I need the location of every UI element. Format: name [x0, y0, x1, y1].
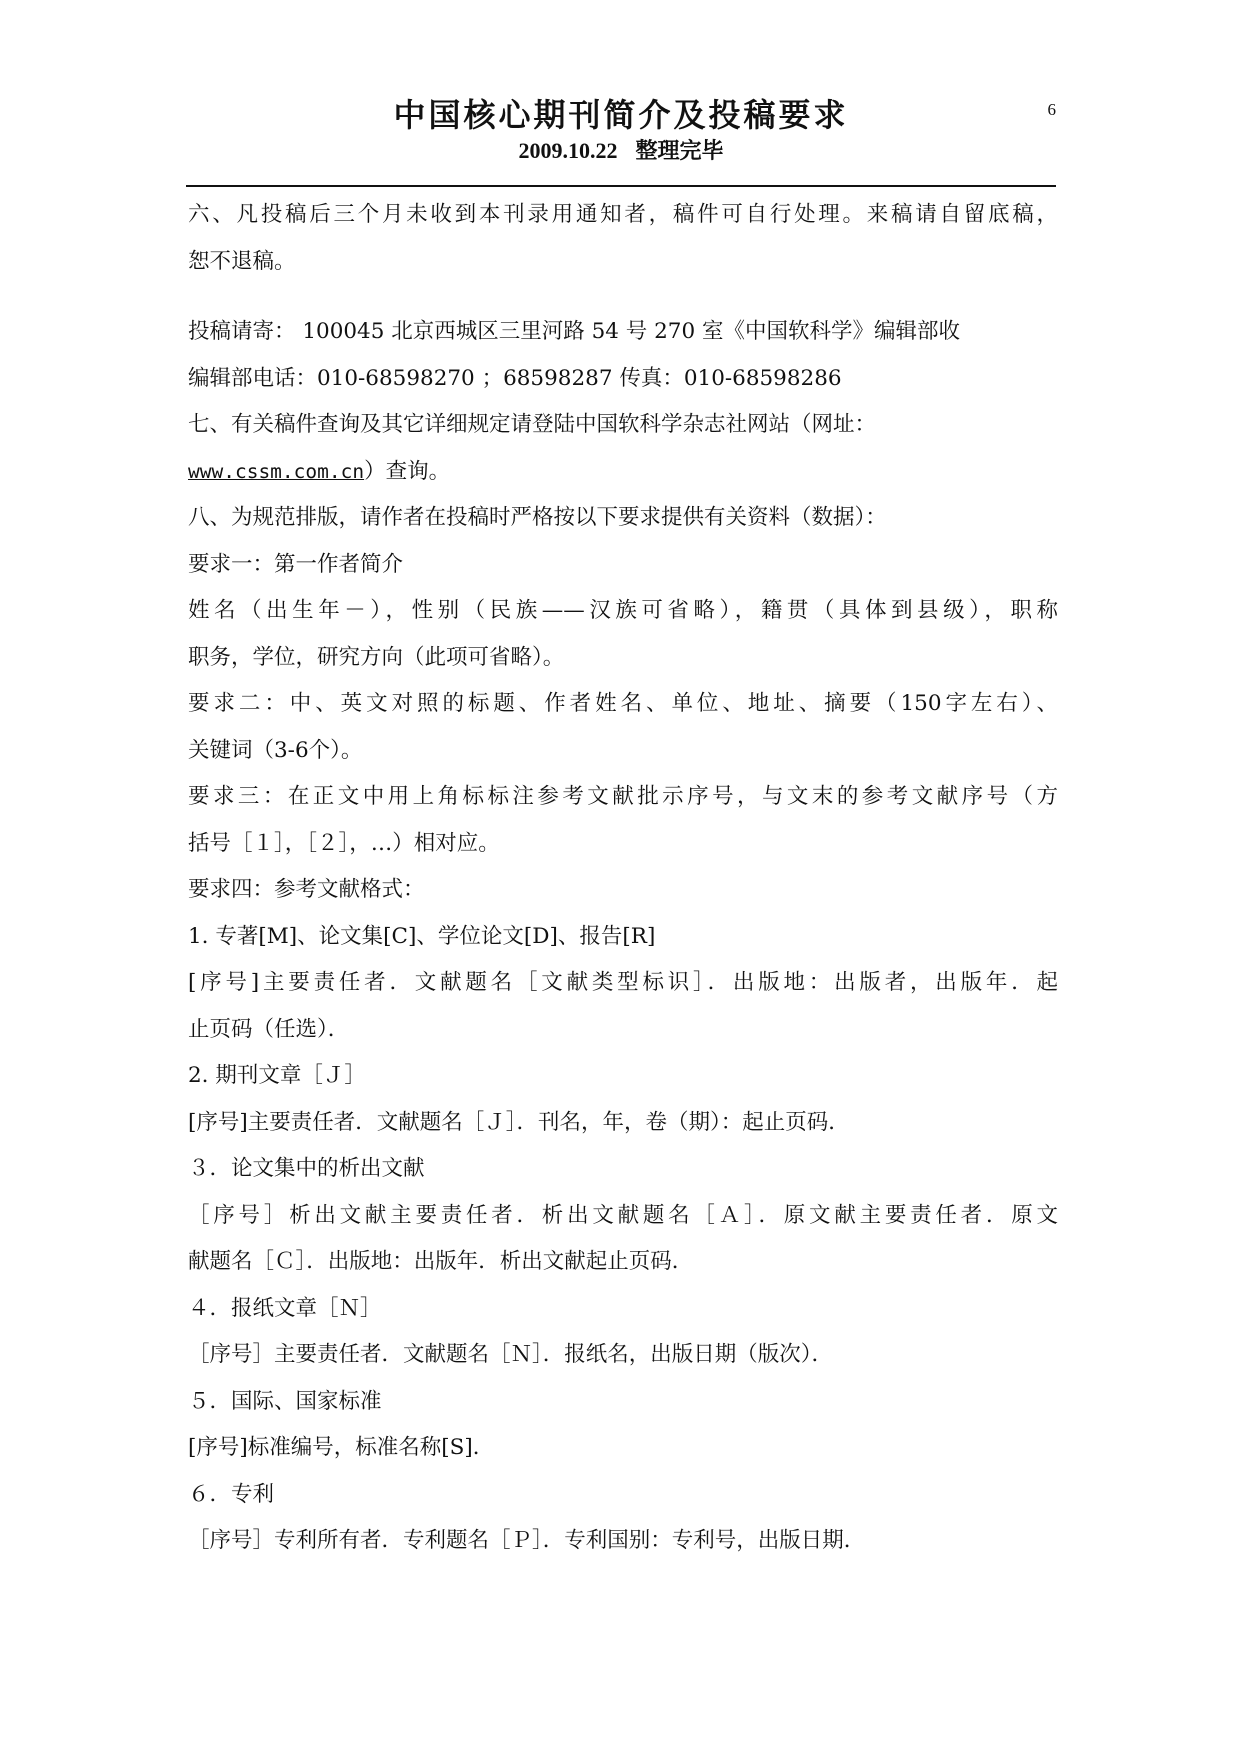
reference-type-3-line-1: ［序号］析出文献主要责任者．析出文献题名［Ａ］．原文献主要责任者．原文	[188, 1202, 1058, 1228]
reference-type-6-title: ６．专利	[188, 1481, 275, 1507]
reference-type-2-line-1: [序号]主要责任者．文献题名［Ｊ］．刊名，年，卷（期）：起止页码．	[188, 1109, 850, 1135]
reference-type-1-line-1: [序号]主要责任者．文献题名［文献类型标识］．出版地：出版者，出版年．起	[188, 970, 1058, 995]
page-number: 6	[1047, 100, 1056, 119]
website-link[interactable]: www.cssm.com.cn	[188, 459, 365, 483]
document-body	[188, 192, 1058, 1565]
editorial-phone: 编辑部电话：010-68598270 ；68598287 传真：010-68598286	[188, 365, 842, 391]
paragraph-7-line-1: 七、有关稿件查询及其它详细规定请登陆中国软科学杂志社网站（网址：	[188, 412, 877, 437]
paragraph-7-line-2	[188, 449, 1058, 496]
requirement-4-title: 要求四：参考文献格式：	[188, 877, 425, 902]
submission-address: 投稿请寄： 100045 北京西城区三里河路 54 号 270 室《中国软科学》编辑部收	[188, 319, 960, 344]
paragraph-8: 八、为规范排版，请作者在投稿时严格按以下要求提供有关资料（数据）：	[188, 505, 887, 530]
reference-type-1-title: 1. 专著[M]、论文集[C]、学位论文[D]、报告[R]	[188, 923, 656, 949]
document-title: 中国核心期刊简介及投稿要求	[393, 96, 849, 134]
reference-type-5-title: ５．国际、国家标准	[188, 1388, 382, 1414]
reference-type-3-line-2: 献题名［Ｃ］．出版地：出版年．析出文献起止页码．	[188, 1249, 694, 1274]
header-divider	[186, 185, 1056, 187]
page-header	[186, 84, 1056, 188]
requirement-1-title: 要求一：第一作者简介	[188, 551, 404, 577]
compile-date: 2009.10.22	[518, 138, 618, 163]
compile-status: 整理完毕	[635, 138, 724, 164]
reference-type-5-line-1: [序号]标准编号，标准名称[S]．	[188, 1435, 495, 1460]
document-subtitle	[186, 134, 1056, 165]
reference-type-2-title: 2. 期刊文章［Ｊ］	[188, 1063, 366, 1088]
reference-type-3-title: ３．论文集中的析出文献	[188, 1156, 425, 1181]
requirement-3-line-2: 括号［１］，［２］，…）相对应。	[188, 830, 500, 856]
requirement-1-line-1: 姓名（出生年－），性别（民族——汉族可省略），籍贯（具体到县级），职称	[188, 598, 1058, 623]
paragraph-7-tail: ）查询。	[364, 458, 451, 484]
paragraph-6-line-1: 六、凡投稿后三个月未收到本刊录用通知者，稿件可自行处理。来稿请自留底稿，	[188, 202, 1058, 227]
paragraph-gap	[188, 285, 1058, 309]
reference-type-1-line-2: 止页码（任选）．	[188, 1016, 350, 1042]
requirement-3-line-1: 要求三：在正文中用上角标标注参考文献批示序号，与文末的参考文献序号（方	[188, 784, 1058, 809]
requirement-2-line-1: 要求二：中、英文对照的标题、作者姓名、单位、地址、摘要（150字左右）、	[188, 691, 1058, 716]
requirement-2-line-2: 关键词（3-6个）。	[188, 737, 363, 763]
requirement-1-line-2: 职务，学位，研究方向（此项可省略）。	[188, 644, 565, 670]
reference-type-6-line-1: ［序号］专利所有者．专利题名［Ｐ］．专利国别：专利号，出版日期．	[188, 1528, 866, 1553]
reference-type-4-line-1: ［序号］主要责任者．文献题名［Ｎ］．报纸名，出版日期（版次）．	[188, 1342, 834, 1367]
reference-type-4-title: ４．报纸文章［Ｎ］	[188, 1295, 382, 1321]
paragraph-6-line-2: 恕不退稿。	[188, 248, 296, 274]
